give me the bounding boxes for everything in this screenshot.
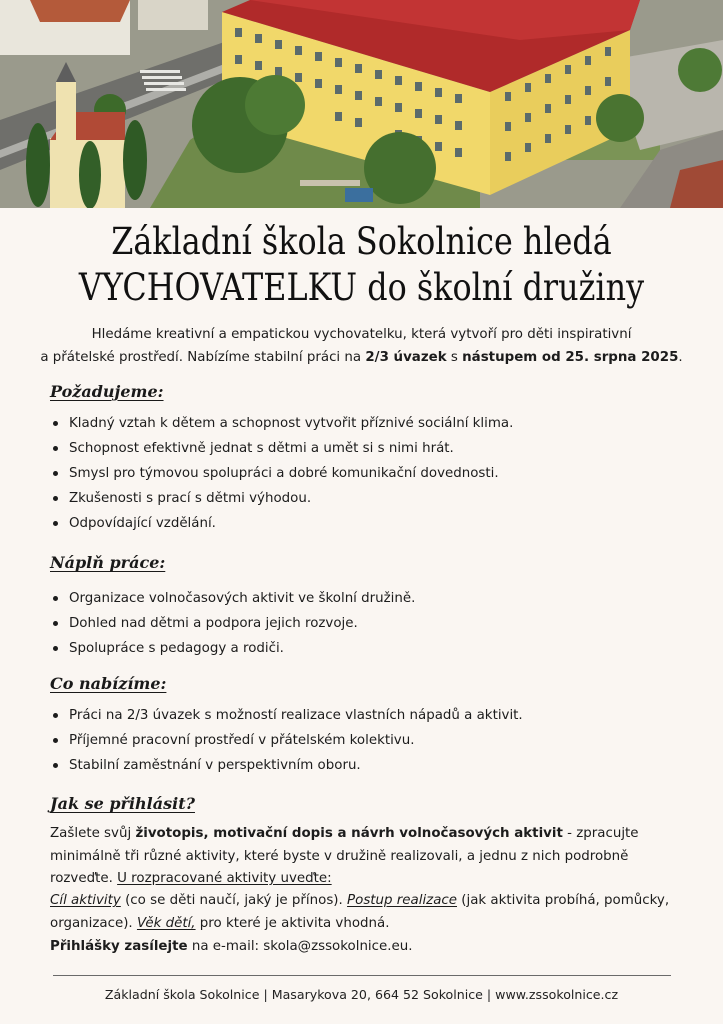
duties-list [50,586,415,661]
intro-line-1: Hledáme kreativní a empatickou vychovatelku, která vytvoří pro děti inspirativní [91,327,632,342]
list-item: Organizace volnočasových aktivit ve školní družině. [50,586,415,611]
offer-list [50,703,523,778]
list-item: Smysl pro týmovou spolupráci a dobré komunikační dovednosti. [50,461,513,486]
apply-paragraph-1: Zašlete svůj životopis, motivační dopis a návrh volnočasových aktivit - zpracujte minimálně tři různé aktivity, které byste v družině realizovali, a jednu z nich podrobně rozveďte. U rozpracované aktivity uveďte: [50,826,639,886]
section-heading-requirements: Požadujeme: [50,382,164,401]
activity-age-label: Věk dětí, [136,915,196,931]
apply-email: na e-mail: skola@zssokolnice.eu. [187,939,413,954]
list-item: Práci na 2/3 úvazek s možností realizace vlastních nápadů a aktivit. [50,703,523,728]
list-item: Schopnost efektivně jednat s dětmi a umět si s nimi hrát. [50,436,513,461]
list-item: Příjemné pracovní prostředí v přátelském kolektivu. [50,728,523,753]
headline-line-1: Základní škola Sokolnice hledá [111,220,612,263]
apply-send-label: Přihlášky zasílejte [50,939,188,954]
list-item: Kladný vztah k dětem a schopnost vytvořit příznivé sociální klima. [50,411,513,436]
intro-workload: 2/3 úvazek [365,350,447,365]
headline-line-2: VYCHOVATELKU do školní družiny [78,266,645,309]
requirements-list [50,411,513,536]
activity-details-lead: U rozpracované aktivity uveďte: [117,871,332,886]
intro-start-date: nástupem od 25. srpna 2025 [462,350,679,365]
apply-paragraph-2: Cíl aktivity (co se děti naučí, jaký je přínos). Postup realizace (jak aktivita probíhá, pomůcky, organizace). Věk dětí, pro které je aktivita vhodná. [50,893,670,931]
section-heading-apply: Jak se přihlásit? [50,794,195,813]
section-heading-duties: Náplň práce: [50,553,166,572]
footer-contact: Základní škola Sokolnice | Masarykova 20, 664 52 Sokolnice | www.zssokolnice.cz [104,987,619,1002]
header-photo-school-aerial [0,0,723,208]
list-item: Dohled nad dětmi a podpora jejich rozvoje. [50,611,415,636]
list-item: Zkušenosti s prací s dětmi výhodou. [50,486,513,511]
activity-procedure-label: Postup realizace [347,893,458,908]
required-documents: životopis, motivační dopis a návrh volnočasových aktivit [135,826,563,841]
section-heading-offer: Co nabízíme: [50,674,167,693]
intro-paragraph: Hledáme kreativní a empatickou vychovatelku, která vytvoří pro děti inspirativní a přátelské prostředí. Nabízíme stabilní práci na 2/3 úvazek s nástupem od 25. srpna 2025. [40,327,683,365]
list-item: Stabilní zaměstnání v perspektivním oboru. [50,753,523,778]
list-item: Spolupráce s pedagogy a rodiči. [50,636,415,661]
footer-divider [53,975,671,976]
apply-paragraph-3 [50,936,675,959]
list-item: Odpovídající vzdělání. [50,511,513,536]
activity-goal-label: Cíl aktivity [50,893,121,908]
